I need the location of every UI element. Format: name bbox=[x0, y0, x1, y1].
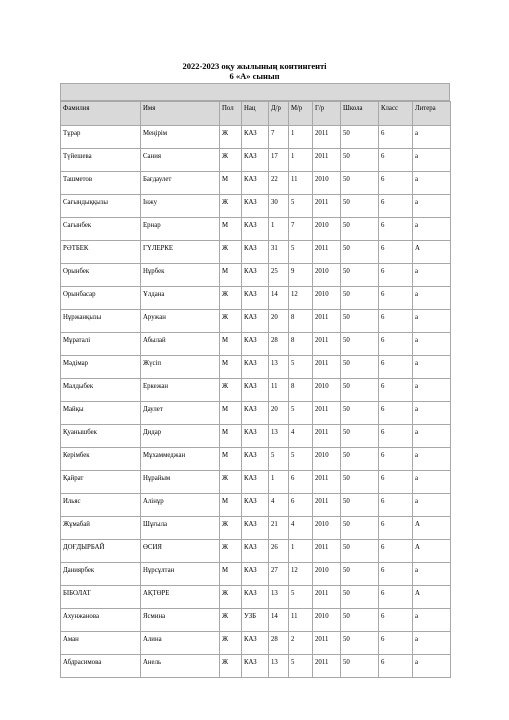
cell-surname: БІБОЛАТ bbox=[61, 586, 141, 609]
cell-birth-day: 22 bbox=[269, 172, 289, 195]
cell-grade: 6 bbox=[379, 126, 413, 149]
cell-school: 50 bbox=[341, 149, 379, 172]
cell-name: Нұрбек bbox=[141, 264, 220, 287]
cell-letter: а bbox=[413, 126, 451, 149]
cell-birth-year: 2011 bbox=[313, 471, 341, 494]
cell-grade: 6 bbox=[379, 241, 413, 264]
cell-surname: Сағындыққызы bbox=[61, 195, 141, 218]
table-row bbox=[61, 448, 451, 471]
cell-grade: 6 bbox=[379, 379, 413, 402]
cell-nationality: КАЗ bbox=[242, 287, 269, 310]
cell-name: Анель bbox=[141, 655, 220, 678]
cell-grade: 6 bbox=[379, 172, 413, 195]
cell-gender: Ж bbox=[220, 632, 242, 655]
cell-nationality: КАЗ bbox=[242, 333, 269, 356]
table-body bbox=[61, 126, 451, 678]
cell-name: Дидар bbox=[141, 425, 220, 448]
cell-birth-day: 27 bbox=[269, 563, 289, 586]
cell-letter: А bbox=[413, 517, 451, 540]
cell-birth-month: 8 bbox=[289, 333, 313, 356]
cell-birth-day: 21 bbox=[269, 517, 289, 540]
cell-letter: а bbox=[413, 356, 451, 379]
cell-birth-year: 2010 bbox=[313, 517, 341, 540]
cell-school: 50 bbox=[341, 241, 379, 264]
cell-grade: 6 bbox=[379, 287, 413, 310]
cell-surname: Ташметов bbox=[61, 172, 141, 195]
cell-birth-day: 28 bbox=[269, 333, 289, 356]
document-title: 2022-2023 оқу жылының контингенті bbox=[182, 61, 327, 71]
cell-birth-month: 4 bbox=[289, 425, 313, 448]
cell-nationality: КАЗ bbox=[242, 655, 269, 678]
header-name: Имя bbox=[141, 102, 220, 126]
table-row bbox=[61, 241, 451, 264]
cell-birth-day: 1 bbox=[269, 218, 289, 241]
cell-gender: М bbox=[220, 218, 242, 241]
cell-birth-day: 13 bbox=[269, 356, 289, 379]
cell-grade: 6 bbox=[379, 195, 413, 218]
cell-nationality: КАЗ bbox=[242, 632, 269, 655]
table-row bbox=[61, 586, 451, 609]
cell-grade: 6 bbox=[379, 425, 413, 448]
table-row bbox=[61, 379, 451, 402]
table-title-bar bbox=[60, 83, 450, 101]
cell-grade: 6 bbox=[379, 149, 413, 172]
cell-birth-year: 2011 bbox=[313, 586, 341, 609]
cell-grade: 6 bbox=[379, 448, 413, 471]
cell-letter: а bbox=[413, 149, 451, 172]
cell-letter: а bbox=[413, 425, 451, 448]
table-header-row bbox=[61, 102, 451, 126]
cell-letter: а bbox=[413, 195, 451, 218]
table-row bbox=[61, 310, 451, 333]
cell-grade: 6 bbox=[379, 655, 413, 678]
table-row bbox=[61, 218, 451, 241]
cell-birth-month: 5 bbox=[289, 586, 313, 609]
cell-birth-day: 30 bbox=[269, 195, 289, 218]
cell-nationality: УЗБ bbox=[242, 609, 269, 632]
cell-gender: М bbox=[220, 563, 242, 586]
header-gender: Пол bbox=[220, 102, 242, 126]
cell-gender: Ж bbox=[220, 471, 242, 494]
cell-birth-month: 5 bbox=[289, 195, 313, 218]
cell-nationality: КАЗ bbox=[242, 425, 269, 448]
cell-birth-day: 4 bbox=[269, 494, 289, 517]
cell-birth-year: 2010 bbox=[313, 448, 341, 471]
cell-surname: Жұмабай bbox=[61, 517, 141, 540]
cell-nationality: КАЗ bbox=[242, 356, 269, 379]
cell-surname: Түйешева bbox=[61, 149, 141, 172]
cell-name: Нұрайым bbox=[141, 471, 220, 494]
cell-birth-year: 2011 bbox=[313, 195, 341, 218]
cell-letter: а bbox=[413, 310, 451, 333]
cell-birth-month: 8 bbox=[289, 379, 313, 402]
table-row bbox=[61, 195, 451, 218]
cell-grade: 6 bbox=[379, 471, 413, 494]
cell-nationality: КАЗ bbox=[242, 195, 269, 218]
cell-nationality: КАЗ bbox=[242, 448, 269, 471]
cell-birth-month: 6 bbox=[289, 471, 313, 494]
cell-school: 50 bbox=[341, 540, 379, 563]
cell-letter: а bbox=[413, 471, 451, 494]
cell-letter: а bbox=[413, 287, 451, 310]
cell-letter: а bbox=[413, 172, 451, 195]
cell-birth-year: 2011 bbox=[313, 540, 341, 563]
cell-birth-year: 2011 bbox=[313, 425, 341, 448]
cell-name: Еркежан bbox=[141, 379, 220, 402]
cell-birth-year: 2011 bbox=[313, 402, 341, 425]
cell-surname: Майқы bbox=[61, 402, 141, 425]
cell-surname: РӘТБЕК bbox=[61, 241, 141, 264]
cell-gender: Ж bbox=[220, 379, 242, 402]
cell-birth-year: 2011 bbox=[313, 655, 341, 678]
cell-birth-year: 2010 bbox=[313, 379, 341, 402]
cell-gender: Ж bbox=[220, 195, 242, 218]
cell-school: 50 bbox=[341, 655, 379, 678]
cell-grade: 6 bbox=[379, 333, 413, 356]
cell-nationality: КАЗ bbox=[242, 379, 269, 402]
cell-surname: Тұрар bbox=[61, 126, 141, 149]
cell-birth-year: 2010 bbox=[313, 287, 341, 310]
cell-name: ӨСИЯ bbox=[141, 540, 220, 563]
header-nationality: Нац bbox=[242, 102, 269, 126]
cell-birth-day: 7 bbox=[269, 126, 289, 149]
cell-school: 50 bbox=[341, 379, 379, 402]
header-school: Школа bbox=[341, 102, 379, 126]
cell-letter: А bbox=[413, 586, 451, 609]
cell-name: Бағдаулет bbox=[141, 172, 220, 195]
cell-name: Ясмина bbox=[141, 609, 220, 632]
cell-school: 50 bbox=[341, 172, 379, 195]
cell-birth-day: 13 bbox=[269, 425, 289, 448]
cell-name: Мұхаммеджан bbox=[141, 448, 220, 471]
document-subtitle: 6 «А» сынып bbox=[229, 71, 280, 81]
cell-gender: Ж bbox=[220, 586, 242, 609]
cell-gender: Ж bbox=[220, 609, 242, 632]
cell-nationality: КАЗ bbox=[242, 310, 269, 333]
table-row bbox=[61, 471, 451, 494]
header-letter: Литера bbox=[413, 102, 451, 126]
cell-school: 50 bbox=[341, 425, 379, 448]
cell-letter: а bbox=[413, 402, 451, 425]
cell-grade: 6 bbox=[379, 264, 413, 287]
cell-letter: а bbox=[413, 494, 451, 517]
cell-surname: Малдыбек bbox=[61, 379, 141, 402]
cell-letter: а bbox=[413, 333, 451, 356]
cell-letter: а bbox=[413, 632, 451, 655]
cell-name: Сания bbox=[141, 149, 220, 172]
header-birth-day: Д/р bbox=[269, 102, 289, 126]
cell-birth-month: 1 bbox=[289, 149, 313, 172]
cell-school: 50 bbox=[341, 609, 379, 632]
cell-surname: Абдрасимова bbox=[61, 655, 141, 678]
cell-letter: а bbox=[413, 379, 451, 402]
cell-birth-day: 20 bbox=[269, 310, 289, 333]
cell-birth-month: 7 bbox=[289, 218, 313, 241]
header-surname: Фамилия bbox=[61, 102, 141, 126]
cell-grade: 6 bbox=[379, 540, 413, 563]
cell-birth-month: 5 bbox=[289, 356, 313, 379]
cell-name: ГҮЛЕРКЕ bbox=[141, 241, 220, 264]
cell-birth-month: 6 bbox=[289, 494, 313, 517]
cell-birth-day: 14 bbox=[269, 609, 289, 632]
cell-school: 50 bbox=[341, 632, 379, 655]
cell-letter: А bbox=[413, 241, 451, 264]
cell-birth-month: 5 bbox=[289, 402, 313, 425]
table-row bbox=[61, 356, 451, 379]
cell-birth-year: 2011 bbox=[313, 310, 341, 333]
contingent-table bbox=[60, 101, 451, 678]
cell-grade: 6 bbox=[379, 494, 413, 517]
cell-letter: а bbox=[413, 264, 451, 287]
cell-birth-day: 1 bbox=[269, 471, 289, 494]
cell-school: 50 bbox=[341, 356, 379, 379]
cell-grade: 6 bbox=[379, 517, 413, 540]
cell-gender: М bbox=[220, 356, 242, 379]
table-row bbox=[61, 425, 451, 448]
cell-gender: Ж bbox=[220, 517, 242, 540]
cell-birth-day: 28 bbox=[269, 632, 289, 655]
cell-birth-month: 8 bbox=[289, 310, 313, 333]
cell-nationality: КАЗ bbox=[242, 586, 269, 609]
cell-birth-year: 2010 bbox=[313, 563, 341, 586]
cell-nationality: КАЗ bbox=[242, 218, 269, 241]
header-grade: Класс bbox=[379, 102, 413, 126]
table-row bbox=[61, 333, 451, 356]
table-row bbox=[61, 287, 451, 310]
cell-school: 50 bbox=[341, 402, 379, 425]
cell-birth-day: 5 bbox=[269, 448, 289, 471]
cell-letter: а bbox=[413, 448, 451, 471]
cell-name: Ернар bbox=[141, 218, 220, 241]
cell-nationality: КАЗ bbox=[242, 241, 269, 264]
cell-surname: ДОҒДЫРБАЙ bbox=[61, 540, 141, 563]
cell-surname: Мәдімар bbox=[61, 356, 141, 379]
cell-gender: М bbox=[220, 494, 242, 517]
cell-birth-year: 2010 bbox=[313, 264, 341, 287]
header-birth-year: Г/р bbox=[313, 102, 341, 126]
cell-surname: Керімбек bbox=[61, 448, 141, 471]
cell-school: 50 bbox=[341, 287, 379, 310]
table-row bbox=[61, 264, 451, 287]
cell-birth-day: 20 bbox=[269, 402, 289, 425]
cell-surname: Қуанышбек bbox=[61, 425, 141, 448]
cell-birth-day: 17 bbox=[269, 149, 289, 172]
table-row bbox=[61, 540, 451, 563]
cell-gender: Ж bbox=[220, 149, 242, 172]
table-row bbox=[61, 655, 451, 678]
cell-name: Даулет bbox=[141, 402, 220, 425]
cell-birth-year: 2011 bbox=[313, 632, 341, 655]
table-row bbox=[61, 172, 451, 195]
cell-birth-month: 4 bbox=[289, 517, 313, 540]
cell-nationality: КАЗ bbox=[242, 540, 269, 563]
cell-gender: Ж bbox=[220, 310, 242, 333]
cell-birth-year: 2011 bbox=[313, 126, 341, 149]
cell-name: Жүсіп bbox=[141, 356, 220, 379]
cell-letter: а bbox=[413, 563, 451, 586]
cell-gender: Ж bbox=[220, 655, 242, 678]
cell-name: Меңірім bbox=[141, 126, 220, 149]
cell-gender: М bbox=[220, 172, 242, 195]
table-row bbox=[61, 126, 451, 149]
cell-birth-month: 5 bbox=[289, 655, 313, 678]
table-row bbox=[61, 149, 451, 172]
cell-school: 50 bbox=[341, 563, 379, 586]
cell-grade: 6 bbox=[379, 310, 413, 333]
cell-birth-month: 11 bbox=[289, 172, 313, 195]
table-row bbox=[61, 632, 451, 655]
cell-birth-month: 9 bbox=[289, 264, 313, 287]
cell-grade: 6 bbox=[379, 402, 413, 425]
cell-birth-month: 1 bbox=[289, 540, 313, 563]
cell-name: Нұрсұлтан bbox=[141, 563, 220, 586]
cell-name: Аружан bbox=[141, 310, 220, 333]
cell-birth-year: 2010 bbox=[313, 218, 341, 241]
cell-letter: а bbox=[413, 218, 451, 241]
cell-nationality: КАЗ bbox=[242, 402, 269, 425]
cell-school: 50 bbox=[341, 218, 379, 241]
cell-surname: Даниярбек bbox=[61, 563, 141, 586]
cell-surname: Аман bbox=[61, 632, 141, 655]
cell-nationality: КАЗ bbox=[242, 517, 269, 540]
cell-surname: Қайрат bbox=[61, 471, 141, 494]
cell-birth-day: 13 bbox=[269, 655, 289, 678]
cell-nationality: КАЗ bbox=[242, 264, 269, 287]
cell-surname: Нұржанқызы bbox=[61, 310, 141, 333]
cell-birth-year: 2011 bbox=[313, 149, 341, 172]
cell-birth-month: 1 bbox=[289, 126, 313, 149]
table-row bbox=[61, 402, 451, 425]
cell-grade: 6 bbox=[379, 609, 413, 632]
cell-name: Абылай bbox=[141, 333, 220, 356]
cell-nationality: КАЗ bbox=[242, 563, 269, 586]
cell-school: 50 bbox=[341, 195, 379, 218]
cell-surname: Мұраталі bbox=[61, 333, 141, 356]
cell-birth-month: 5 bbox=[289, 448, 313, 471]
cell-grade: 6 bbox=[379, 356, 413, 379]
cell-birth-year: 2011 bbox=[313, 494, 341, 517]
cell-birth-month: 2 bbox=[289, 632, 313, 655]
cell-school: 50 bbox=[341, 126, 379, 149]
cell-gender: М bbox=[220, 402, 242, 425]
cell-nationality: КАЗ bbox=[242, 126, 269, 149]
cell-grade: 6 bbox=[379, 563, 413, 586]
cell-letter: А bbox=[413, 540, 451, 563]
cell-letter: а bbox=[413, 655, 451, 678]
cell-birth-year: 2010 bbox=[313, 609, 341, 632]
cell-surname: Орынбек bbox=[61, 264, 141, 287]
cell-name: Інжу bbox=[141, 195, 220, 218]
cell-gender: М bbox=[220, 264, 242, 287]
cell-school: 50 bbox=[341, 448, 379, 471]
cell-gender: Ж bbox=[220, 287, 242, 310]
cell-birth-day: 14 bbox=[269, 287, 289, 310]
cell-school: 50 bbox=[341, 333, 379, 356]
cell-birth-day: 25 bbox=[269, 264, 289, 287]
header-birth-month: М/р bbox=[289, 102, 313, 126]
cell-gender: Ж bbox=[220, 241, 242, 264]
cell-birth-day: 13 bbox=[269, 586, 289, 609]
cell-name: Алінұр bbox=[141, 494, 220, 517]
cell-birth-month: 12 bbox=[289, 563, 313, 586]
cell-birth-month: 11 bbox=[289, 609, 313, 632]
cell-nationality: КАЗ bbox=[242, 149, 269, 172]
table-row bbox=[61, 494, 451, 517]
cell-nationality: КАЗ bbox=[242, 494, 269, 517]
cell-school: 50 bbox=[341, 494, 379, 517]
cell-gender: Ж bbox=[220, 540, 242, 563]
table-row bbox=[61, 609, 451, 632]
cell-surname: Сағынбек bbox=[61, 218, 141, 241]
cell-school: 50 bbox=[341, 517, 379, 540]
cell-gender: М bbox=[220, 425, 242, 448]
cell-birth-day: 11 bbox=[269, 379, 289, 402]
cell-nationality: КАЗ bbox=[242, 172, 269, 195]
cell-grade: 6 bbox=[379, 586, 413, 609]
cell-surname: Орынбасар bbox=[61, 287, 141, 310]
cell-birth-year: 2011 bbox=[313, 241, 341, 264]
cell-letter: а bbox=[413, 609, 451, 632]
cell-school: 50 bbox=[341, 310, 379, 333]
cell-gender: М bbox=[220, 448, 242, 471]
cell-school: 50 bbox=[341, 264, 379, 287]
table-row bbox=[61, 517, 451, 540]
cell-birth-month: 12 bbox=[289, 287, 313, 310]
cell-name: Шұғыла bbox=[141, 517, 220, 540]
cell-name: Алина bbox=[141, 632, 220, 655]
cell-birth-year: 2010 bbox=[313, 172, 341, 195]
cell-surname: Ильяс bbox=[61, 494, 141, 517]
cell-birth-day: 26 bbox=[269, 540, 289, 563]
cell-gender: Ж bbox=[220, 126, 242, 149]
table-row bbox=[61, 563, 451, 586]
cell-gender: М bbox=[220, 333, 242, 356]
cell-birth-year: 2011 bbox=[313, 356, 341, 379]
cell-surname: Ахунжанова bbox=[61, 609, 141, 632]
cell-name: Ұлдана bbox=[141, 287, 220, 310]
cell-grade: 6 bbox=[379, 632, 413, 655]
cell-school: 50 bbox=[341, 471, 379, 494]
cell-grade: 6 bbox=[379, 218, 413, 241]
cell-name: АҚТӨРЕ bbox=[141, 586, 220, 609]
cell-nationality: КАЗ bbox=[242, 471, 269, 494]
cell-birth-day: 31 bbox=[269, 241, 289, 264]
cell-birth-month: 5 bbox=[289, 241, 313, 264]
cell-birth-year: 2011 bbox=[313, 333, 341, 356]
cell-school: 50 bbox=[341, 586, 379, 609]
